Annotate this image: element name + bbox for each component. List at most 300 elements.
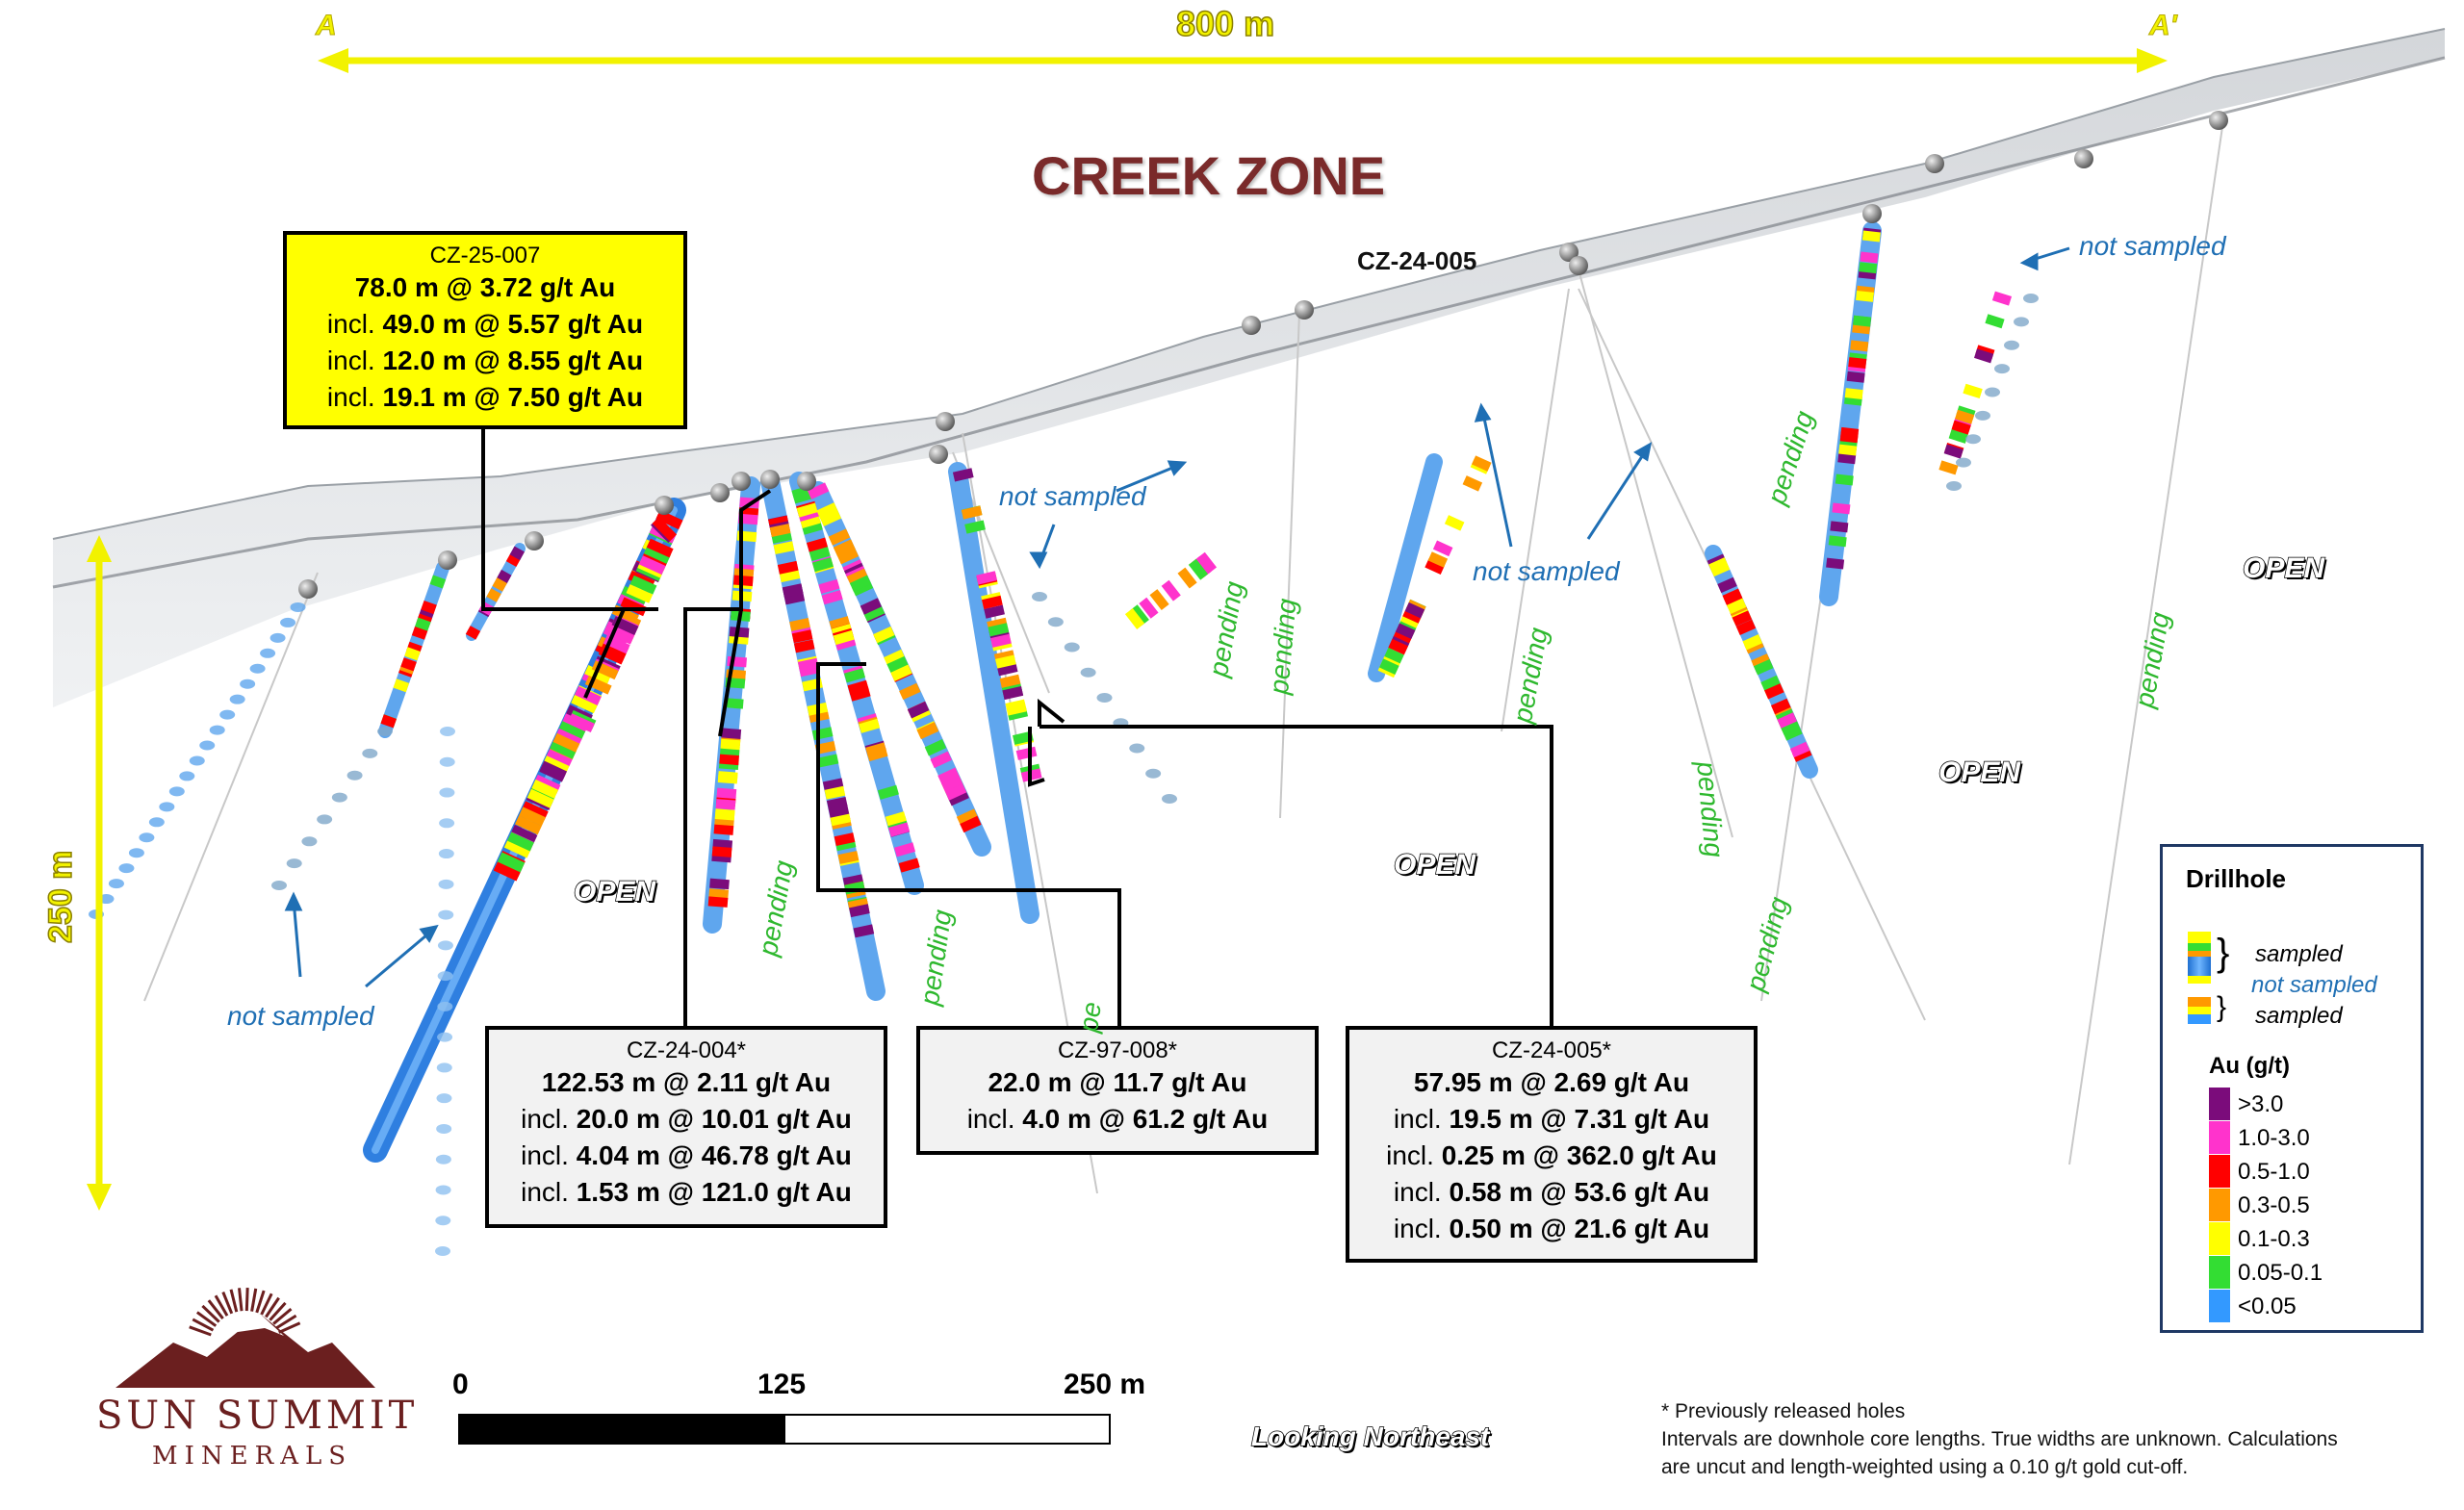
legend-bin-label: 0.1-0.3 [2238,1226,2310,1252]
assay-interval [422,620,424,628]
assay-interval [859,906,860,915]
pending-label: pending [753,857,799,959]
assay-interval [582,700,586,708]
drill-collar [654,496,674,515]
assay-interval [1840,503,1841,513]
not-sampled-interval [436,1185,451,1194]
assay-interval [1846,453,1847,463]
not-sampled-interval [439,818,454,828]
not-sampled-label: not sampled [227,1001,374,1031]
not-sampled-interval [250,664,266,674]
open-label: OPEN [574,876,656,908]
not-sampled-interval [149,817,165,827]
assay-interval [501,573,506,581]
assay-interval [471,628,475,637]
legend-bin-label: >3.0 [2238,1091,2284,1117]
assay-interval [1960,422,1963,432]
assay-interval [387,717,390,726]
drill-collar [760,470,780,489]
not-sampled-interval [139,832,154,842]
assay-interval [962,470,964,479]
not-sampled-interval [1129,744,1144,754]
assay-interval [1867,263,1868,272]
not-sampled-interval [1145,769,1161,779]
not-sampled-interval [362,749,377,758]
assay-interval [1871,232,1872,242]
assay-interval [804,642,806,652]
logo-sun-ray [231,1290,237,1312]
callout-grade: 57.95 m @ 2.69 g/t Au [1413,1067,1690,1097]
open-label: OPEN [1394,849,1476,881]
assay-interval [916,705,920,714]
not-sampled-interval [169,786,185,796]
assay-interval [808,660,809,670]
not-sampled-interval [440,757,455,767]
assay-interval [1761,663,1765,672]
assay-interval [1861,317,1862,326]
callout-hole: CZ-97-008* [1057,1037,1178,1063]
assay-interval [811,680,813,690]
assay-interval [729,755,730,764]
drill-collar [525,531,544,550]
assay-interval [1847,446,1848,455]
not-sampled-interval [260,649,275,658]
callout-cz-24-004: CZ-24-004* 122.53 m @ 2.11 g/t Au incl. 20.0 m @ 10.01 g/t Au incl. 4.04 m @ 46.78 g/t Au incl. 1.53 m @ 121.0 g/t Au [485,1026,887,1228]
scale-tick-125: 125 [757,1369,807,1400]
not-sampled-interval [1162,794,1177,804]
assay-interval [407,660,410,669]
not-sampled-interval [219,710,235,720]
pending-label-partial: pe [1073,1000,1108,1035]
not-sampled-interval [435,1216,450,1225]
assay-interval [862,926,864,935]
assay-interval [1785,716,1789,725]
assay-interval [1857,358,1858,368]
logo-sun-ray [240,1288,243,1311]
assay-interval [579,719,583,728]
assay-interval [898,825,901,834]
assay-interval [1769,678,1773,687]
assay-interval [904,845,907,855]
drill-collar [1242,316,1261,335]
assay-interval [837,806,839,816]
assay-interval [530,812,534,821]
assay-interval [816,487,820,496]
not-sampled-interval [332,793,347,803]
assay-interval [746,531,747,541]
not-sampled-interval [118,863,134,873]
not-sampled-interval [1965,434,1981,444]
assay-interval [427,602,430,611]
footnote-line: are uncut and length-weighted using a 0.10 g/t gold cut-off. [1661,1456,2189,1478]
not-sampled-interval [1985,388,2000,397]
assay-interval [833,780,834,789]
not-sampled-interval [437,1062,452,1072]
assay-interval [895,660,899,669]
pending-label: pending [1264,597,1302,696]
assay-interval [1009,677,1011,686]
assay-interval [842,633,845,643]
assay-interval [837,533,841,542]
assay-interval [1413,606,1417,615]
not-sampled-interval [437,1002,452,1011]
drill-collar [438,550,457,570]
legend-bin-label: 1.0-3.0 [2238,1125,2310,1151]
assay-interval [597,680,601,689]
assay-interval [968,820,972,829]
assay-interval [908,687,911,696]
not-sampled-interval [438,971,453,981]
callout-grade: 0.58 m @ 53.6 g/t Au [1449,1177,1710,1207]
not-sampled-interval [301,836,317,846]
assay-interval [887,788,890,798]
assay-interval [1849,432,1850,442]
assay-interval [418,628,421,637]
assay-interval [728,772,729,781]
assay-interval [971,508,973,518]
pending-label: pending [2129,609,2175,710]
callout-leaders [483,425,1552,1035]
assay-interval [1716,561,1720,570]
assay-interval [882,630,886,639]
assay-interval [748,515,749,525]
not-sampled-interval [1994,364,2010,373]
assay-interval [986,574,988,583]
assay-interval [828,582,831,592]
legend-swatch [2209,1256,2230,1289]
assay-interval [731,729,732,738]
assay-interval [651,561,654,570]
assay-interval [1393,652,1397,660]
assay-interval [834,788,835,798]
callout-grade: 0.50 m @ 21.6 g/t Au [1449,1214,1710,1243]
assay-interval [908,860,911,870]
assay-interval [843,834,845,844]
scale-tick-0: 0 [452,1369,469,1400]
assay-interval [954,787,958,796]
callout-grade: 20.0 m @ 10.01 g/t Au [576,1104,852,1134]
callout-grade: 122.53 m @ 2.11 g/t Au [541,1067,832,1097]
assay-interval [1168,588,1175,594]
horizontal-extent-arrow [318,48,2168,73]
legend-drillhole-sample [2188,932,2211,1024]
assay-interval [1868,253,1869,263]
assay-interval [667,516,671,525]
horizontal-extent-label: 800 m [1176,4,1275,43]
callout-grade: 49.0 m @ 5.57 g/t Au [382,309,644,339]
assay-interval [1436,555,1440,564]
callout-hole: CZ-24-005* [1491,1037,1612,1063]
not-sampled-interval [347,771,363,781]
assay-interval [498,580,502,589]
not-sampled-interval [287,858,302,868]
drill-collar [929,445,948,464]
assay-interval [436,577,439,586]
assay-interval [1740,614,1744,623]
logo-sun-ray [252,1289,256,1312]
not-sampled-interval [436,1093,451,1103]
not-sampled-interval [1956,458,1971,468]
assay-interval [857,683,860,693]
callout-grade: 4.04 m @ 46.78 g/t Au [576,1140,852,1170]
assay-interval [839,814,841,824]
footnotes [1661,1397,2338,1481]
assay-interval [564,738,568,747]
assay-interval [1772,687,1776,696]
drill-collar [1295,300,1314,320]
not-sampled-interval [1048,617,1064,627]
assay-interval [799,620,801,629]
not-sampled-interval [437,1033,452,1042]
assay-interval [726,800,727,809]
assay-interval [806,505,808,515]
drill-collar [1925,154,1944,173]
assay-interval [1000,636,1002,646]
callout-cz-24-005: CZ-24-005* 57.95 m @ 2.69 g/t Au incl. 19.5 m @ 7.31 g/t Au incl. 0.25 m @ 362.0 g/t Au incl. 0.58 m @ 53.6 g/t Au incl. 0.50 m @ 21.6 g/t Au [1346,1026,1758,1263]
callout-grade: 12.0 m @ 8.55 g/t Au [382,346,644,375]
not-sampled-label: not sampled [2079,231,2226,261]
drill-collar [1862,204,1882,223]
assay-interval [869,601,873,610]
not-sampled-interval [436,1124,451,1134]
not-sampled-interval [439,880,454,889]
assay-interval [1144,605,1152,611]
drill-collar [732,472,751,491]
assay-interval [603,666,607,675]
assay-interval [894,814,897,824]
not-sampled-interval [270,633,286,643]
assay-interval [1952,447,1955,456]
assay-interval [730,739,731,749]
assay-interval [875,745,878,755]
drill-collar [2074,149,2093,168]
not-sampled-interval [159,802,174,811]
assay-interval [1798,745,1802,754]
assay-interval [816,540,819,550]
not-sampled-interval [317,814,332,824]
assay-interval [1837,536,1838,546]
pending-label: pending [1203,578,1249,679]
assay-interval [1859,341,1860,350]
callout-hole: CZ-24-004* [626,1037,747,1063]
callout-grade: 0.25 m @ 362.0 g/t Au [1441,1140,1717,1170]
not-sampled-interval [179,771,194,781]
assay-interval [641,580,645,589]
assay-interval [993,607,995,617]
legend-title: Drillhole [2186,864,2287,893]
footnote-line: Intervals are downhole core lengths. True widths are unknown. Calculations [1661,1428,2338,1450]
assay-interval [1779,702,1783,710]
legend-swatch [2209,1290,2230,1322]
callout-hole: CZ-25-007 [429,243,541,269]
assay-interval [1864,292,1865,301]
assay-interval [825,743,827,753]
assay-interval [1441,544,1445,552]
assay-interval [854,671,857,680]
assay-interval [1022,733,1024,743]
assay-interval [1993,317,1996,326]
assay-interval [637,589,641,598]
drill-collar [936,412,955,431]
assay-interval [2000,294,2003,303]
not-sampled-interval [2023,294,2039,303]
assay-interval [1964,412,1966,422]
not-sampled-interval [438,910,453,920]
not-sampled-interval [271,881,287,890]
drill-collar [298,579,318,599]
assay-interval [543,784,547,793]
not-sampled-interval [2014,317,2029,326]
assay-interval [934,743,937,752]
footnote-line: * Previously released holes [1661,1400,1906,1422]
scale-tick-250: 250 m [1064,1369,1146,1400]
assay-interval [974,523,976,532]
scale-bar [459,1415,1110,1444]
assay-interval [831,593,834,602]
assay-interval [399,681,402,690]
not-sampled-interval [190,755,205,765]
not-sampled-interval [240,679,255,689]
assay-interval [1452,519,1456,527]
not-sampled-interval [1097,693,1113,703]
callout-grade: 19.1 m @ 7.50 g/t Au [382,382,644,412]
not-sampled-interval [291,602,306,612]
pending-label: pending [1507,625,1553,726]
assay-interval [658,544,662,552]
assay-interval [492,591,497,600]
assay-interval [1856,372,1857,382]
assay-interval [526,821,530,830]
callout-cz-25-007: CZ-25-007 78.0 m @ 3.72 g/t Au incl. 49.0 m @ 5.57 g/t Au incl. 12.0 m @ 8.55 g/t Au incl. 19.1 m @ 7.50 g/t Au [283,231,687,429]
assay-interval [736,657,737,667]
assay-interval [1734,601,1738,610]
hole-label-cz-24-005: CZ-24-005 [1357,246,1477,275]
assay-interval [726,788,727,798]
assay-interval [842,544,846,552]
assay-interval [1015,704,1017,714]
section-title: CREEK ZONE [1032,145,1386,206]
assay-interval [718,897,719,907]
assay-interval [1194,567,1202,573]
assay-interval [827,756,829,766]
assay-interval [997,625,999,634]
not-sampled-interval [438,940,453,950]
assay-interval [724,825,725,834]
assay-interval [802,492,805,501]
not-sampled-interval [2004,341,2019,350]
not-sampled-interval [1065,643,1080,653]
assay-interval [1971,386,1974,396]
assay-interval [950,780,954,788]
not-sampled-interval [1081,668,1096,678]
legend-swatch [2209,1121,2230,1154]
logo-mark [116,1288,375,1388]
legend-sampled: sampled [2255,941,2343,967]
assay-interval [505,867,509,876]
assay-interval [926,727,930,735]
assay-interval [515,549,520,557]
not-sampled-interval [1032,592,1047,601]
not-sampled-interval [439,849,454,858]
drill-collar [1569,256,1588,275]
assay-interval [722,847,723,857]
callout-grade: 78.0 m @ 3.72 g/t Au [354,272,616,302]
assay-interval [623,622,627,630]
assay-interval [1957,432,1960,442]
assay-interval [802,631,804,641]
callout-grade: 22.0 m @ 11.7 g/t Au [988,1067,1247,1097]
assay-interval [1479,459,1483,468]
assay-interval [868,722,871,731]
legend-bin-label: <0.05 [2238,1293,2297,1319]
not-sampled-interval [439,788,454,798]
assay-interval [846,551,850,560]
assay-interval [783,543,784,552]
a-label: A [316,10,337,41]
not-sampled-label: not sampled [999,481,1146,511]
assay-interval [661,525,668,532]
assay-interval [1471,479,1475,488]
legend-bin-label: 0.3-0.5 [2238,1192,2310,1218]
a-prime-label: A' [2149,10,2177,41]
legend-not-sampled: not sampled [2251,972,2377,998]
not-sampled-interval [129,848,144,857]
assay-interval [1005,657,1007,667]
callout-grade: 1.53 m @ 121.0 g/t Au [576,1177,852,1207]
assay-interval [788,571,790,580]
legend-bin-label: 0.05-0.1 [2238,1260,2323,1286]
drill-collar [2209,111,2228,130]
assay-interval [899,669,903,678]
assay-interval [946,772,950,781]
assay-interval [735,670,736,679]
not-sampled-interval [1946,481,1962,491]
assay-interval [733,699,734,708]
assay-interval [1387,662,1391,671]
view-direction: Looking Northeast [1251,1421,1490,1451]
logo-line1: SUN SUMMIT [96,1394,419,1438]
assay-interval [411,650,414,658]
not-sampled-label: not sampled [1473,556,1620,586]
assay-interval [1844,475,1845,485]
not-sampled-interval [435,1246,450,1256]
pending-label: pending [914,908,958,1008]
legend-swatch [2209,1155,2230,1188]
not-sampled-interval [440,727,455,736]
assay-interval [1983,351,1986,361]
not-sampled-interval [210,726,225,735]
assay-interval [1854,389,1855,398]
assay-interval [552,766,555,775]
assay-interval [725,810,726,820]
legend: Drillhole } } sampled not sampled sampled Au (g/t) >3.0 1.0-3.0 0.5-1.0 0.3-0.5 0.1-0.3 0.05-0.1 <0.05 [2160,844,2424,1333]
assay-interval [1751,638,1755,647]
callout-cz-97-008: CZ-97-008* 22.0 m @ 11.7 g/t Au incl. 4.0 m @ 61.2 g/t Au [916,1026,1319,1155]
logo-line2: MINERALS [152,1442,353,1471]
logo-sun-ray [246,1288,247,1311]
assay-interval [1744,623,1748,631]
assay-interval [825,506,829,515]
assay-interval [519,837,523,846]
assay-interval [1403,627,1407,635]
callout-grade: 19.5 m @ 7.31 g/t Au [1449,1104,1710,1134]
not-sampled-interval [377,727,393,736]
not-sampled-interval [436,1155,451,1164]
assay-interval [1025,749,1027,758]
assay-interval [847,853,849,862]
open-label: OPEN [1938,756,2021,788]
assay-interval [859,579,862,588]
